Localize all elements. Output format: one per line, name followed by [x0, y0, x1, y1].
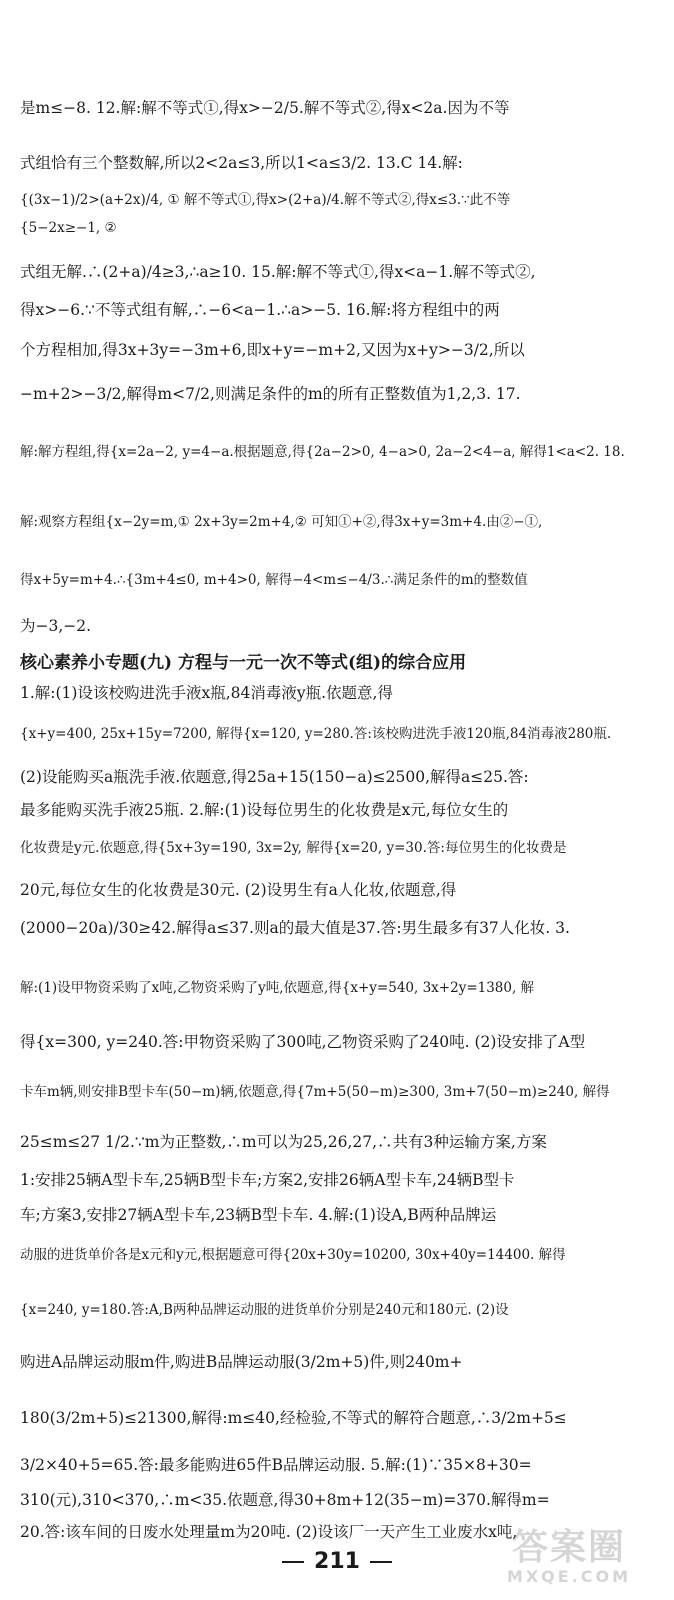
- dash-right: [370, 1561, 392, 1563]
- text-line-18: 20元,每位女生的化妆费是30元. (2)设男生有a人化妆,依题意,得: [20, 881, 457, 899]
- text-line-21: 得{x=300, y=240.答:甲物资采购了300吨,乙物资采购了240吨. (2)设安排了A型: [20, 1033, 586, 1051]
- text-line-15: (2)设能购买a瓶洗手液.依题意,得25a+15(150−a)≤2500,解得a≤25.答:: [20, 768, 529, 786]
- text-line-17: 化妆费是y元.依题意,得{5x+3y=190, 3x=2y, 解得{x=20, y=30.答:每位男生的化妆费是: [20, 840, 567, 856]
- text-line-9: 解:解方程组,得{x=2a−2, y=4−a.根据题意,得{2a−2>0, 4−a>0, 2a−2<4−a, 解得1<a<2. 18.: [20, 444, 625, 460]
- text-line-31: 310(元),310<370,∴m<35.依题意,得30+8m+12(35−m)=370.解得m=: [20, 1491, 550, 1509]
- text-line-12: 为−3,−2.: [20, 617, 92, 635]
- text-line-10: 解:观察方程组{x−2y=m,① 2x+3y=2m+4,② 可知①+②,得3x+y=3m+4.由②−①,: [20, 514, 543, 530]
- watermark-logo-text: 答案圈: [511, 1527, 626, 1568]
- text-line-4: {5−2x≥−1, ②: [20, 220, 117, 236]
- text-line-30: 3/2×40+5=65.答:最多能购进65件B品牌运动服. 5.解:(1)∵35×8+30=: [20, 1456, 532, 1474]
- text-line-20: 解:(1)设甲物资采购了x吨,乙物资采购了y吨,依题意,得{x+y=540, 3x+2y=1380, 解: [20, 980, 535, 996]
- text-line-23: 25≤m≤27 1/2.∵m为正整数,∴m可以为25,26,27,∴共有3种运输方案,方案: [20, 1133, 547, 1151]
- dash-left: [282, 1561, 304, 1563]
- text-line-27: {x=240, y=180.答:A,B两种品牌运动服的进货单价分别是240元和180元. (2)设: [20, 1302, 509, 1318]
- text-line-13: 1.解:(1)设该校购进洗手液x瓶,84消毒液y瓶.依题意,得: [20, 684, 393, 702]
- text-line-16: 最多能购买洗手液25瓶. 2.解:(1)设每位男生的化妆费是x元,每位女生的: [20, 801, 509, 819]
- text-line-5: 式组无解.∴(2+a)/4≥3,∴a≥10. 15.解:解不等式①,得x<a−1.解不等式②,: [20, 263, 536, 281]
- text-line-24: 1:安排25辆A型卡车,25辆B型卡车;方案2,安排26辆A型卡车,24辆B型卡: [20, 1171, 515, 1189]
- text-line-28: 购进A品牌运动服m件,购进B品牌运动服(3/2m+5)件,则240m+: [20, 1353, 463, 1371]
- text-line-26: 动服的进货单价各是x元和y元,根据题意可得{20x+30y=10200, 30x+40y=14400. 解得: [20, 1247, 566, 1263]
- section-title: 核心素养小专题(九) 方程与一元一次不等式(组)的综合应用: [20, 653, 467, 673]
- watermark-url: MXQE.COM: [506, 1567, 632, 1586]
- text-line-11: 得x+5y=m+4.∴{3m+4≤0, m+4>0, 解得−4<m≤−4/3.∴满足条件的m的整数值: [20, 572, 528, 588]
- text-line-7: 个方程相加,得3x+3y=−3m+6,即x+y=−m+2,又因为x+y>−3/2,所以: [20, 341, 525, 359]
- text-line-8: −m+2>−3/2,解得m<7/2,则满足条件的m的所有正整数值为1,2,3. 17.: [20, 385, 521, 403]
- text-line-32: 20.答:该车间的日废水处理量m为20吨. (2)设该厂一天产生工业废水x吨,: [20, 1523, 518, 1541]
- text-line-6: 得x>−6.∵不等式组有解,∴−6<a−1.∴a>−5. 16.解:将方程组中的两: [20, 301, 500, 319]
- text-line-2: 式组恰有三个整数解,所以2<2a≤3,所以1<a≤3/2. 13.C 14.解:: [20, 154, 463, 172]
- text-line-25: 车;方案3,安排27辆A型卡车,23辆B型卡车. 4.解:(1)设A,B两种品牌运: [20, 1206, 497, 1224]
- text-line-1: 是m≤−8. 12.解:解不等式①,得x>−2/5.解不等式②,得x<2a.因为不等: [20, 99, 510, 117]
- text-line-22: 卡车m辆,则安排B型卡车(50−m)辆,依题意,得{7m+5(50−m)≥300, 3m+7(50−m)≥240, 解得: [20, 1084, 610, 1100]
- text-line-29: 180(3/2m+5)≤21300,解得:m≤40,经检验,不等式的解符合题意,∴3/2m+5≤: [20, 1409, 567, 1427]
- site-watermark: [474, 1528, 664, 1590]
- text-line-3: {(3x−1)/2>(a+2x)/4, ① 解不等式①,得x>(2+a)/4.解不等式②,得x≤3.∵此不等: [20, 192, 511, 208]
- text-line-14: {x+y=400, 25x+15y=7200, 解得{x=120, y=280.答:该校购进洗手液120瓶,84消毒液280瓶.: [20, 726, 612, 742]
- text-line-19: (2000−20a)/30≥42.解得a≤37.则a的最大值是37.答:男生最多有37人化妆. 3.: [20, 919, 570, 937]
- page-number-text: 211: [314, 1549, 360, 1574]
